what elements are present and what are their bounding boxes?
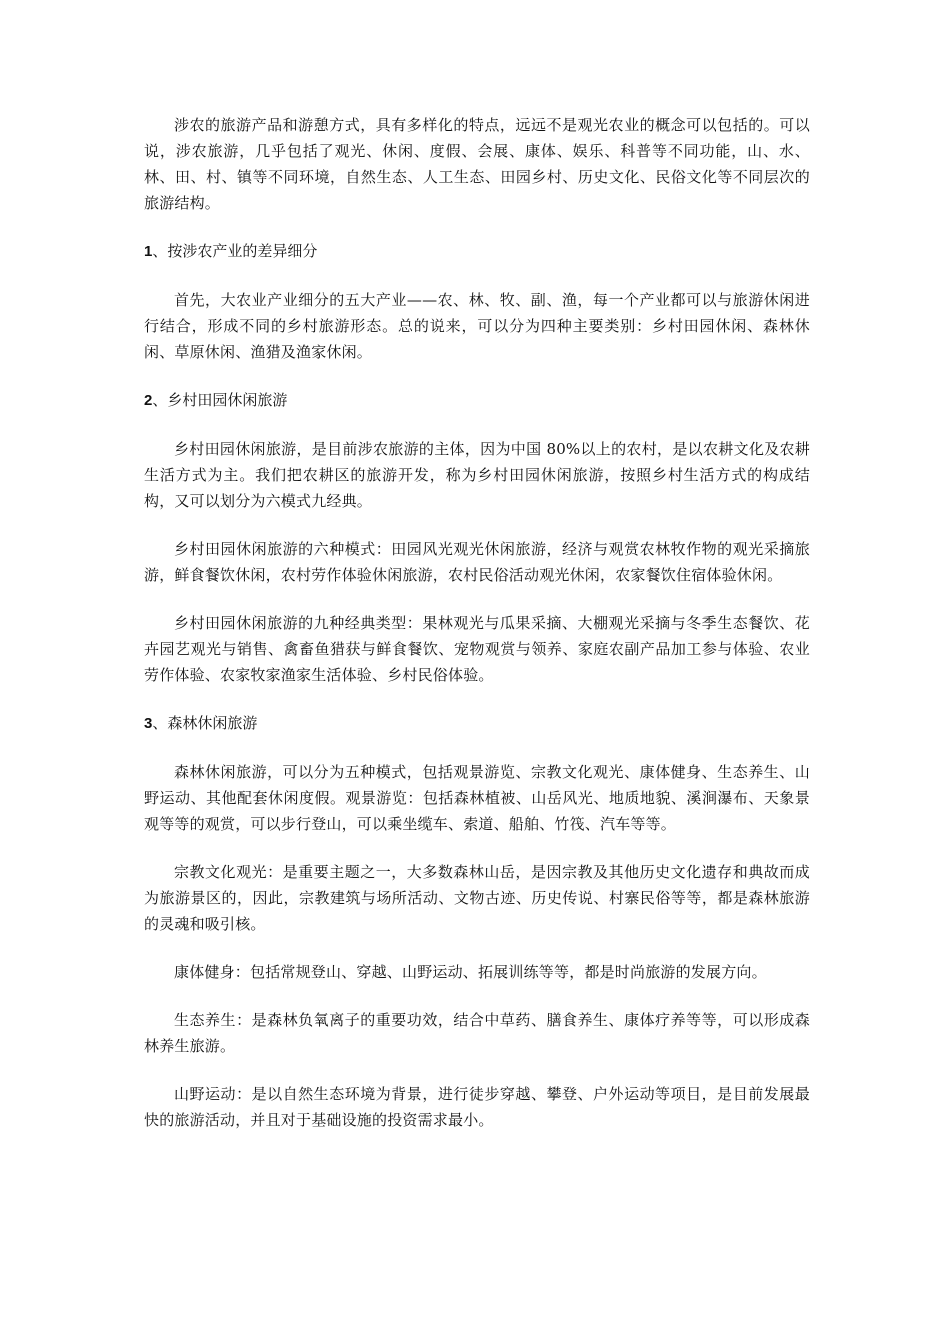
section-2-title: 、乡村田园休闲旅游 (152, 391, 288, 409)
section-2-paragraph-3: 乡村田园休闲旅游的九种经典类型：果林观光与瓜果采摘、大棚观光采摘与冬季生态餐饮、花卉园艺观光与销售、禽畜鱼猎获与鲜食餐饮、宠物观赏与领养、家庭农副产品加工参与体验、农业劳作体验、农家牧家渔家生活体验、乡村民俗体验。 (144, 614, 810, 684)
section-3-paragraph-2: 宗教文化观光：是重要主题之一，大多数森林山岳，是因宗教及其他历史文化遗存和典故而成为旅游景区的，因此，宗教建筑与场所活动、文物古迹、历史传说、村寨民俗等等，都是森林旅游的灵魂和吸引核。 (144, 863, 810, 933)
intro-paragraph: 涉农的旅游产品和游憩方式，具有多样化的特点，远远不是观光农业的概念可以包括的。可以说，涉农旅游，几乎包括了观光、休闲、度假、会展、康体、娱乐、科普等不同功能，山、水、林、田、村、镇等不同环境，自然生态、人工生态、田园乡村、历史文化、民俗文化等不同层次的旅游结构。 (144, 116, 810, 212)
section-3-title: 、森林休闲旅游 (152, 714, 258, 732)
section-2-number: 2 (144, 392, 153, 409)
section-3-heading (144, 710, 810, 737)
section-3-paragraph-1: 森林休闲旅游，可以分为五种模式，包括观景游览、宗教文化观光、康体健身、生态养生、山野运动、其他配套休闲度假。观景游览：包括森林植被、山岳风光、地质地貌、溪涧瀑布、天象景观等等的观赏，可以步行登山，可以乘坐缆车、索道、船舶、竹筏、汽车等等。 (144, 763, 810, 833)
section-2-paragraph-2: 乡村田园休闲旅游的六种模式：田园风光观光休闲旅游，经济与观赏农林牧作物的观光采摘旅游，鲜食餐饮休闲，农村劳作体验休闲旅游，农村民俗活动观光休闲，农家餐饮住宿体验休闲。 (144, 540, 810, 584)
section-3-paragraph-4: 生态养生：是森林负氧离子的重要功效，结合中草药、膳食养生、康体疗养等等，可以形成森林养生旅游。 (144, 1011, 810, 1055)
section-1-title: 、按涉农产业的差异细分 (152, 242, 318, 260)
section-3-paragraph-5: 山野运动：是以自然生态环境为背景，进行徒步穿越、攀登、户外运动等项目，是目前发展最快的旅游活动，并且对于基础设施的投资需求最小。 (144, 1085, 810, 1129)
section-1-heading (144, 238, 810, 265)
section-1-paragraph-1: 首先，大农业产业细分的五大产业——农、林、牧、副、渔，每一个产业都可以与旅游休闲进行结合，形成不同的乡村旅游形态。总的说来，可以分为四种主要类别：乡村田园休闲、森林休闲、草原休闲、渔猎及渔家休闲。 (144, 291, 810, 361)
document-body (144, 112, 810, 1155)
section-2-heading (144, 387, 810, 414)
section-1-number: 1 (144, 243, 153, 260)
section-3-number: 3 (144, 715, 153, 732)
section-2-paragraph-1: 乡村田园休闲旅游，是目前涉农旅游的主体，因为中国 80%以上的农村，是以农耕文化及农耕生活方式为主。我们把农耕区的旅游开发，称为乡村田园休闲旅游，按照乡村生活方式的构成结构，又可以划分为六模式九经典。 (144, 440, 810, 510)
section-3-paragraph-3: 康体健身：包括常规登山、穿越、山野运动、拓展训练等等，都是时尚旅游的发展方向。 (174, 963, 767, 981)
